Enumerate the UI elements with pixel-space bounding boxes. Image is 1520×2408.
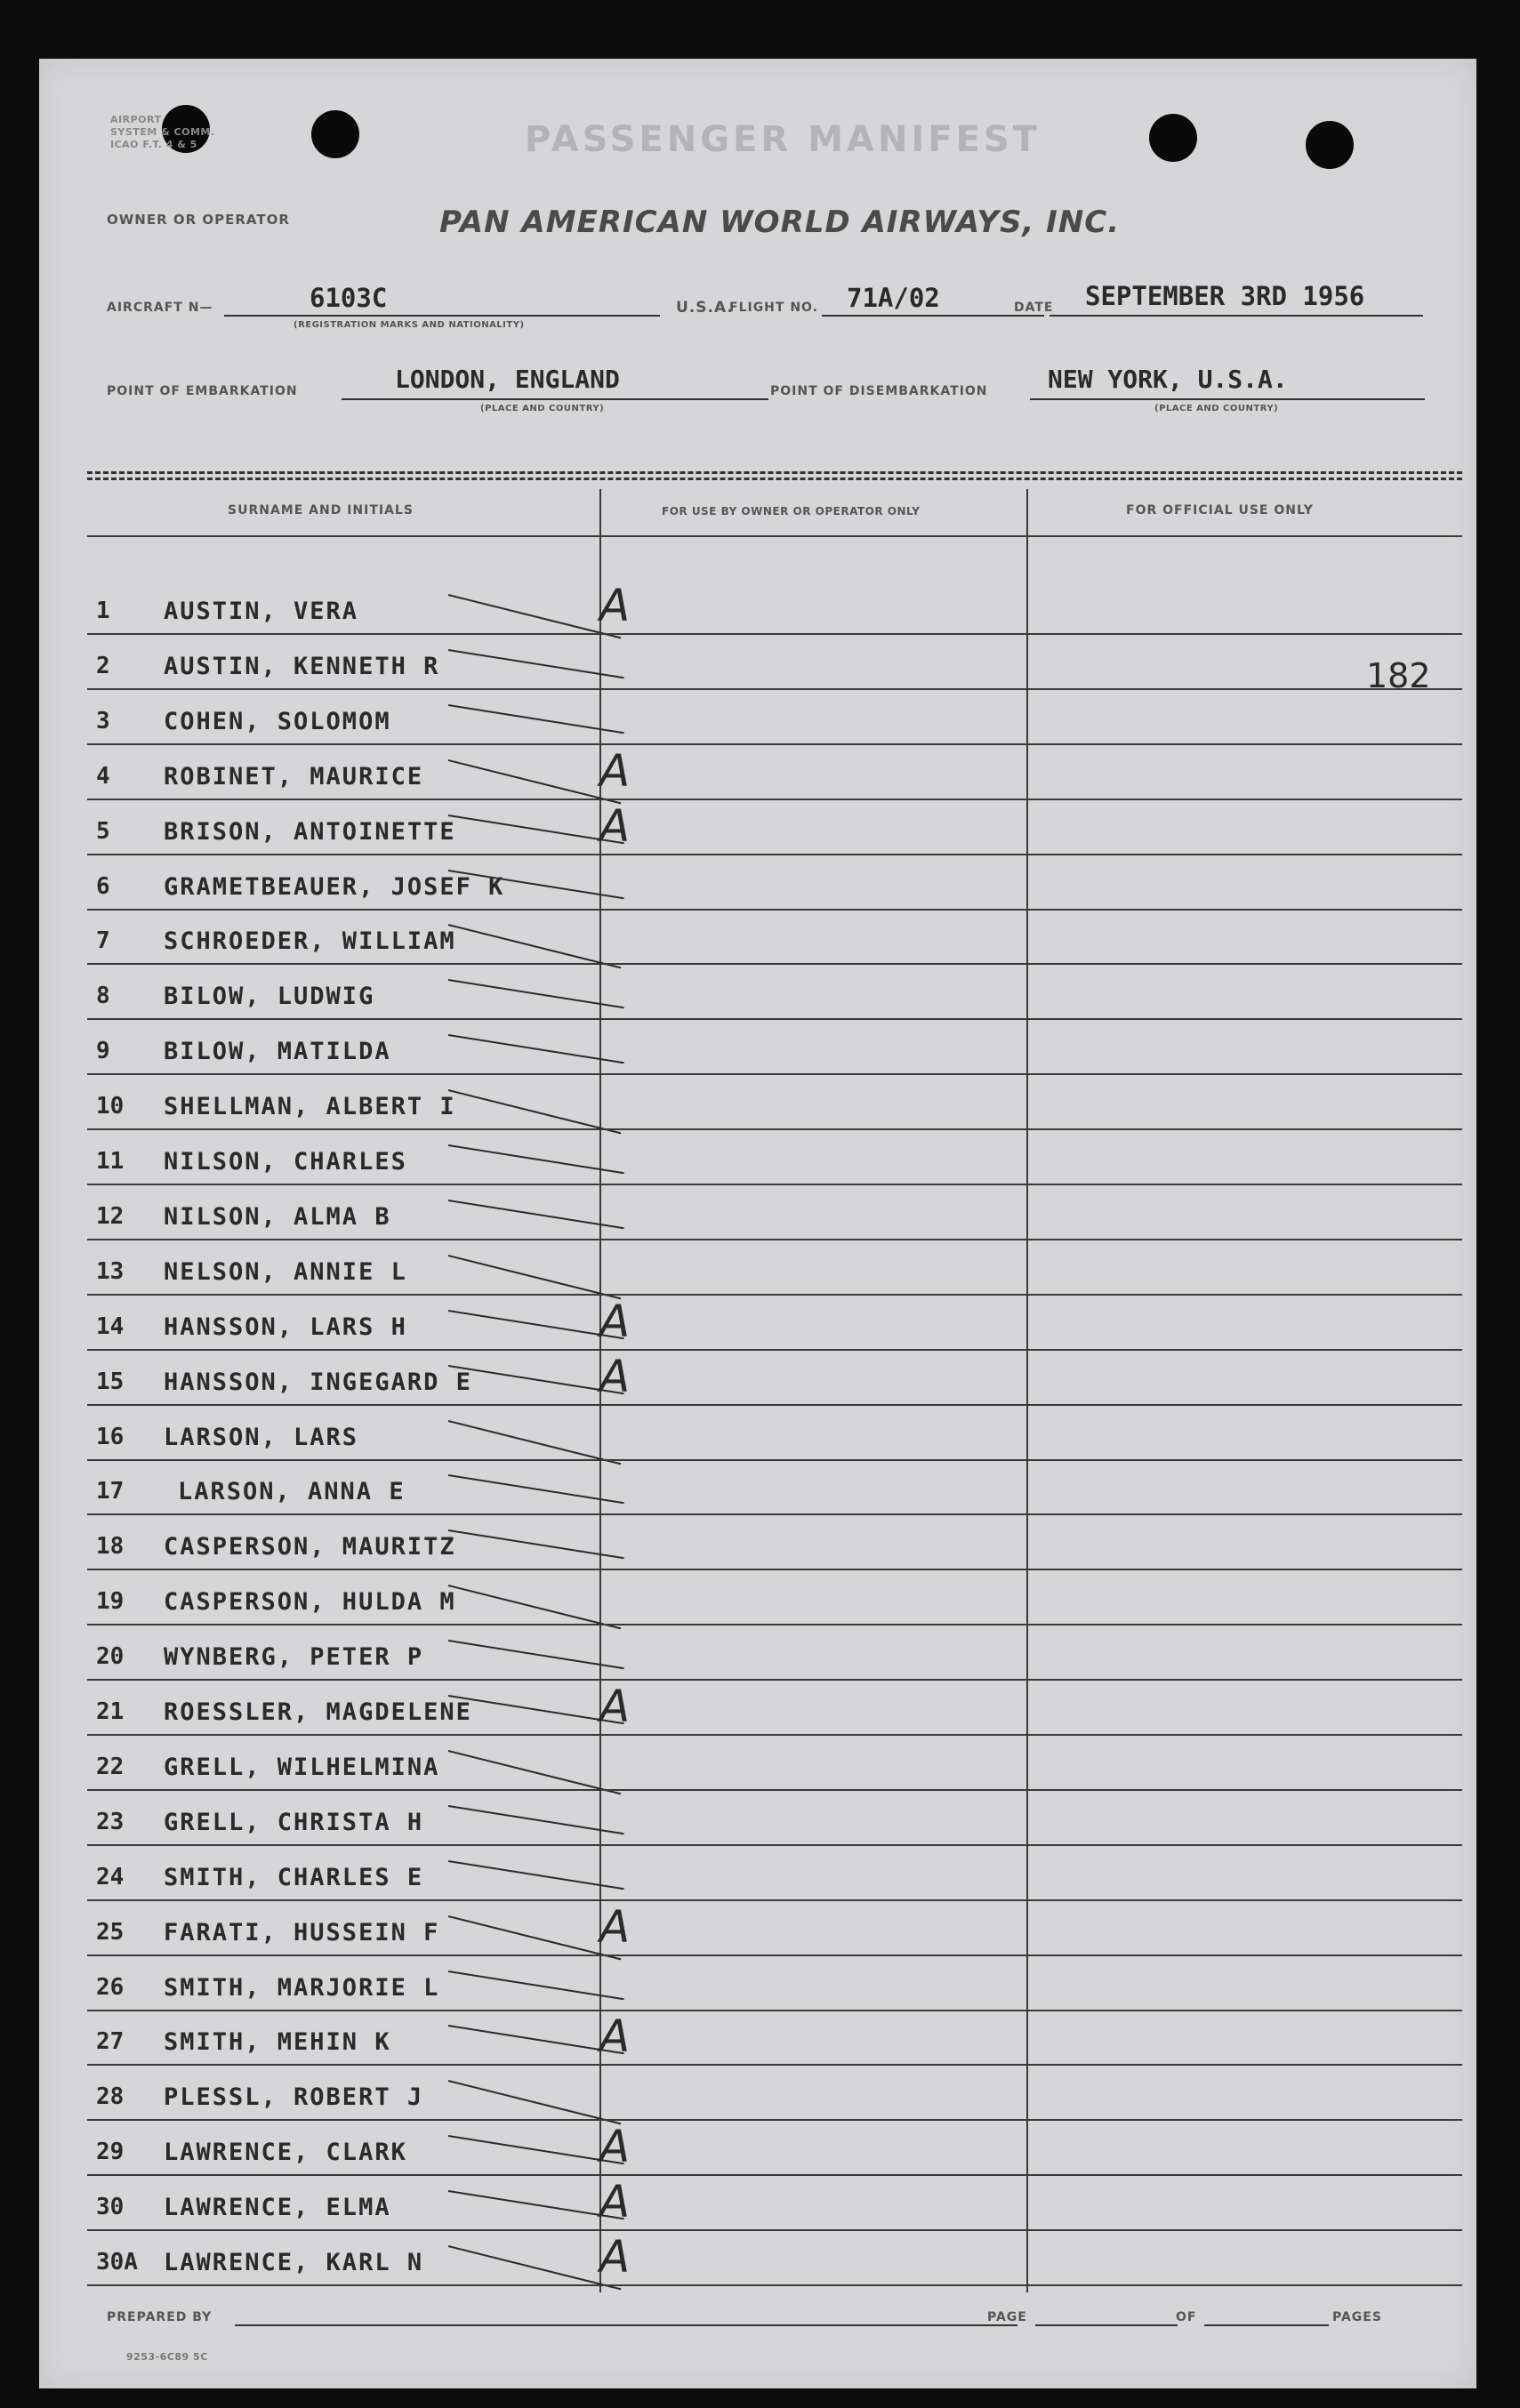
passenger-number: 4 bbox=[96, 762, 110, 790]
passenger-name: BRISON, ANTOINETTE bbox=[164, 817, 456, 846]
flight-label: FLIGHT NO. bbox=[729, 301, 818, 315]
check-stroke bbox=[448, 2245, 622, 2290]
check-stroke bbox=[448, 594, 622, 638]
passenger-number: 8 bbox=[96, 983, 110, 1010]
punch-hole bbox=[1306, 121, 1354, 169]
disembarkation-label: POINT OF DISEMBARKATION bbox=[770, 384, 988, 398]
official-count: 182 bbox=[1366, 656, 1431, 695]
passenger-name: ROESSLER, MAGDELENE bbox=[164, 1698, 472, 1726]
passenger-name: PLESSL, ROBERT J bbox=[164, 2083, 424, 2112]
passenger-name: CASPERSON, MAURITZ bbox=[164, 1533, 456, 1561]
check-stroke bbox=[448, 1695, 624, 1724]
row-rule bbox=[87, 963, 1462, 965]
row-rule bbox=[87, 688, 1462, 690]
row-rule bbox=[87, 1513, 1462, 1515]
operator-mark: A bbox=[599, 2011, 631, 2063]
check-stroke bbox=[448, 1529, 624, 1559]
operator-mark: A bbox=[599, 799, 631, 852]
passenger-name: HANSSON, INGEGARD E bbox=[164, 1368, 472, 1396]
col-official-header: FOR OFFICIAL USE ONLY bbox=[1126, 503, 1314, 518]
check-stroke bbox=[448, 704, 624, 734]
passenger-number: 24 bbox=[96, 1863, 125, 1890]
row-rule bbox=[87, 909, 1462, 911]
passenger-number: 14 bbox=[96, 1312, 125, 1340]
passenger-name: CASPERSON, HULDA M bbox=[164, 1588, 456, 1617]
check-stroke bbox=[448, 1089, 622, 1134]
check-stroke bbox=[448, 1420, 622, 1465]
passenger-name: ROBINET, MAURICE bbox=[164, 762, 424, 791]
operator-mark: A bbox=[599, 1350, 631, 1402]
operator-mark: A bbox=[599, 1295, 631, 1347]
check-stroke bbox=[448, 1310, 624, 1339]
passenger-number: 11 bbox=[96, 1148, 125, 1175]
row-rule bbox=[87, 1624, 1462, 1625]
row-rule bbox=[87, 2174, 1462, 2176]
col-surname-header: SURNAME AND INITIALS bbox=[228, 503, 414, 518]
aircraft-label: AIRCRAFT N— bbox=[107, 301, 213, 315]
passenger-name: NELSON, ANNIE L bbox=[164, 1257, 407, 1286]
disembarkation-sub: (PLACE AND COUNTRY) bbox=[1154, 404, 1279, 413]
passenger-name: GRELL, CHRISTA H bbox=[164, 1808, 424, 1836]
row-rule bbox=[87, 1734, 1462, 1736]
embarkation-place: LONDON, ENGLAND bbox=[395, 365, 620, 394]
passenger-name: GRELL, WILHELMINA bbox=[164, 1753, 440, 1781]
row-rule bbox=[87, 1073, 1462, 1075]
col-operator-header: FOR USE BY OWNER OR OPERATOR ONLY bbox=[662, 505, 921, 518]
passenger-name: AUSTIN, KENNETH R bbox=[164, 652, 440, 680]
row-rule bbox=[87, 1789, 1462, 1791]
punch-hole bbox=[311, 110, 359, 158]
row-rule bbox=[87, 1404, 1462, 1406]
row-rule bbox=[87, 1349, 1462, 1351]
passenger-name: SMITH, CHARLES E bbox=[164, 1863, 424, 1891]
row-rule bbox=[87, 799, 1462, 800]
owner-label: OWNER OR OPERATOR bbox=[107, 212, 290, 228]
passenger-number: 18 bbox=[96, 1533, 125, 1561]
passenger-number: 16 bbox=[96, 1423, 125, 1450]
check-stroke bbox=[448, 1255, 622, 1299]
check-stroke bbox=[448, 1915, 622, 1960]
check-stroke bbox=[448, 979, 624, 1008]
passenger-name: COHEN, SOLOMOM bbox=[164, 707, 391, 735]
row-rule bbox=[87, 2010, 1462, 2011]
of-label: OF bbox=[1176, 2310, 1197, 2324]
flight-date: SEPTEMBER 3RD 1956 bbox=[1085, 281, 1365, 311]
row-rule bbox=[87, 1018, 1462, 1020]
row-rule bbox=[87, 1239, 1462, 1240]
passenger-name: BILOW, MATILDA bbox=[164, 1038, 391, 1066]
check-stroke bbox=[448, 1144, 624, 1174]
pages-label: PAGES bbox=[1332, 2310, 1382, 2324]
row-rule bbox=[87, 2064, 1462, 2066]
operator-mark: A bbox=[599, 2231, 631, 2283]
operator-mark: A bbox=[599, 744, 631, 797]
row-rule bbox=[87, 1844, 1462, 1846]
row-rule bbox=[87, 1569, 1462, 1570]
operator-mark: A bbox=[599, 2121, 631, 2173]
check-stroke bbox=[448, 649, 624, 678]
row-rule bbox=[87, 633, 1462, 635]
check-stroke bbox=[448, 2080, 622, 2124]
column-divider bbox=[1026, 489, 1028, 2292]
operator-mark: A bbox=[599, 580, 631, 631]
passenger-number: 1 bbox=[96, 598, 110, 624]
passenger-number: 21 bbox=[96, 1698, 125, 1725]
passenger-number: 26 bbox=[96, 1973, 125, 2001]
check-stroke bbox=[448, 2190, 624, 2219]
usa-label: U.S.A. bbox=[676, 299, 734, 317]
passenger-number: 2 bbox=[96, 652, 110, 679]
passenger-name: GRAMETBEAUER, JOSEF K bbox=[164, 872, 505, 901]
prepared-by-label: PREPARED BY bbox=[107, 2310, 213, 2324]
passenger-number: 30 bbox=[96, 2194, 125, 2221]
check-stroke bbox=[448, 1860, 624, 1890]
row-rule bbox=[87, 2229, 1462, 2231]
passenger-number: 30A bbox=[96, 2249, 138, 2276]
passenger-name: SCHROEDER, WILLIAM bbox=[164, 927, 456, 956]
page-label: PAGE bbox=[987, 2310, 1027, 2324]
form-title: PASSENGER MANIFEST bbox=[525, 119, 1041, 160]
header-rule bbox=[87, 471, 1462, 480]
passenger-number: 6 bbox=[96, 872, 110, 900]
passenger-name: NILSON, ALMA B bbox=[164, 1202, 391, 1231]
check-stroke bbox=[448, 759, 622, 804]
passenger-name: BILOW, LUDWIG bbox=[164, 983, 375, 1011]
passenger-number: 10 bbox=[96, 1093, 125, 1120]
form-stamp: AIRPORT SYSTEM & COMM. ICAO F.T. 4 & 5 bbox=[110, 114, 215, 150]
passenger-number: 27 bbox=[96, 2028, 125, 2056]
check-stroke bbox=[448, 1750, 622, 1794]
passenger-name: NILSON, CHARLES bbox=[164, 1148, 407, 1176]
passenger-name: WYNBERG, PETER P bbox=[164, 1643, 424, 1672]
passenger-name: FARATI, HUSSEIN F bbox=[164, 1918, 440, 1946]
passenger-number: 13 bbox=[96, 1257, 125, 1285]
passenger-name: LARSON, LARS bbox=[164, 1423, 359, 1451]
passenger-number: 28 bbox=[96, 2083, 125, 2111]
row-rule bbox=[87, 1954, 1462, 1956]
check-stroke bbox=[448, 924, 622, 968]
flight-number: 71A/02 bbox=[847, 283, 940, 313]
operator-mark: A bbox=[599, 1900, 631, 1953]
passenger-number: 9 bbox=[96, 1038, 110, 1065]
passenger-name: AUSTIN, VERA bbox=[164, 598, 359, 625]
operator-mark: A bbox=[599, 1681, 631, 1732]
manifest-sheet bbox=[39, 59, 1476, 2388]
check-stroke bbox=[448, 1200, 624, 1229]
passenger-number: 15 bbox=[96, 1368, 125, 1395]
passenger-name: HANSSON, LARS H bbox=[164, 1312, 407, 1341]
passenger-name: SMITH, MARJORIE L bbox=[164, 1973, 440, 2002]
passenger-number: 17 bbox=[96, 1478, 125, 1505]
date-label: DATE bbox=[1014, 301, 1054, 315]
check-stroke bbox=[448, 1365, 624, 1394]
passenger-number: 25 bbox=[96, 1918, 125, 1946]
passenger-number: 29 bbox=[96, 2139, 125, 2166]
embarkation-sub: (PLACE AND COUNTRY) bbox=[480, 404, 605, 413]
row-rule bbox=[87, 1679, 1462, 1681]
passenger-name: SMITH, MEHIN K bbox=[164, 2028, 391, 2057]
row-rule bbox=[87, 854, 1462, 855]
passenger-number: 5 bbox=[96, 817, 110, 845]
row-rule bbox=[87, 1294, 1462, 1296]
owner-name: PAN AMERICAN WORLD AIRWAYS, INC. bbox=[439, 205, 1121, 240]
aircraft-number: 6103C bbox=[310, 283, 388, 313]
passenger-name: LAWRENCE, ELMA bbox=[164, 2194, 391, 2222]
check-stroke bbox=[448, 815, 624, 844]
aircraft-sub: (REGISTRATION MARKS AND NATIONALITY) bbox=[294, 320, 525, 330]
check-stroke bbox=[448, 1034, 624, 1064]
check-stroke bbox=[448, 1971, 624, 2000]
check-stroke bbox=[448, 1585, 622, 1629]
passenger-number: 7 bbox=[96, 927, 110, 955]
passenger-number: 22 bbox=[96, 1753, 125, 1780]
passenger-number: 12 bbox=[96, 1202, 125, 1230]
disembarkation-place: NEW YORK, U.S.A. bbox=[1048, 365, 1288, 394]
check-stroke bbox=[448, 1474, 624, 1504]
punch-hole bbox=[1149, 114, 1197, 162]
row-rule bbox=[87, 1184, 1462, 1185]
passenger-number: 23 bbox=[96, 1808, 125, 1835]
passenger-name: LAWRENCE, CLARK bbox=[164, 2139, 407, 2167]
check-stroke bbox=[448, 2135, 624, 2164]
embarkation-label: POINT OF EMBARKATION bbox=[107, 384, 298, 398]
row-rule bbox=[87, 1128, 1462, 1130]
row-rule bbox=[87, 2284, 1462, 2286]
passenger-number: 20 bbox=[96, 1643, 125, 1671]
passenger-number: 3 bbox=[96, 707, 110, 734]
passenger-name: LAWRENCE, KARL N bbox=[164, 2249, 424, 2276]
check-stroke bbox=[448, 2025, 624, 2054]
form-code: 9253-6C89 5C bbox=[126, 2351, 208, 2363]
row-rule bbox=[87, 1459, 1462, 1461]
row-rule bbox=[87, 2119, 1462, 2121]
passenger-number: 19 bbox=[96, 1588, 125, 1616]
passenger-name: LARSON, ANNA E bbox=[178, 1478, 406, 1506]
row-rule bbox=[87, 743, 1462, 745]
check-stroke bbox=[448, 1640, 624, 1669]
row-rule bbox=[87, 1899, 1462, 1901]
operator-mark: A bbox=[599, 2176, 631, 2228]
check-stroke bbox=[448, 1805, 624, 1834]
passenger-name: SHELLMAN, ALBERT I bbox=[164, 1093, 456, 1121]
